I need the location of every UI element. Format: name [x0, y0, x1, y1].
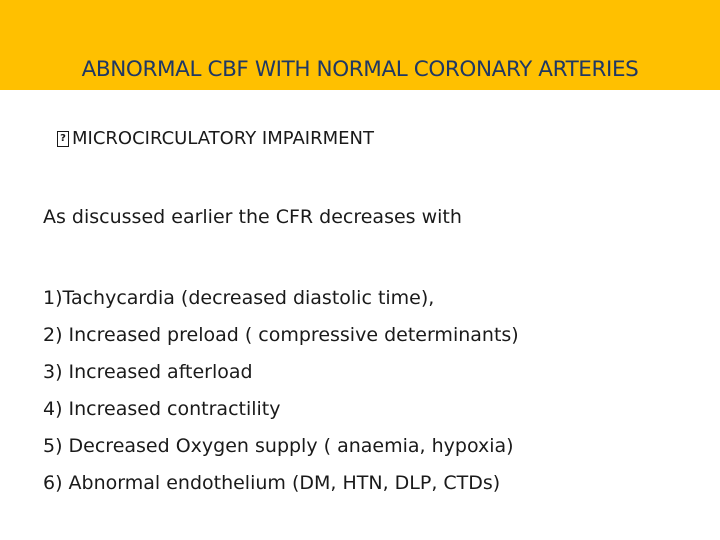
causes-list — [43, 280, 703, 502]
slide-body — [43, 126, 703, 518]
list-item: 6) Abnormal endothelium (DM, HTN, DLP, CTDs) — [43, 472, 501, 494]
list-item: 3) Increased afterload — [43, 361, 253, 383]
intro-text: As discussed earlier the CFR decreases with — [43, 206, 462, 228]
missing-glyph-icon — [57, 131, 69, 147]
title-bar — [0, 0, 720, 90]
list-item: 5) Decreased Oxygen supply ( anaemia, hypoxia) — [43, 435, 514, 457]
list-item: 4) Increased contractility — [43, 398, 281, 420]
slide-title: ABNORMAL CBF WITH NORMAL CORONARY ARTERIES — [81, 57, 639, 82]
section-heading — [43, 126, 703, 152]
list-item: 2) Increased preload ( compressive determinants) — [43, 324, 519, 346]
list-item: 1)Tachycardia (decreased diastolic time), — [43, 287, 435, 309]
section-heading-text: MICROCIRCULATORY IMPAIRMENT — [72, 128, 374, 149]
